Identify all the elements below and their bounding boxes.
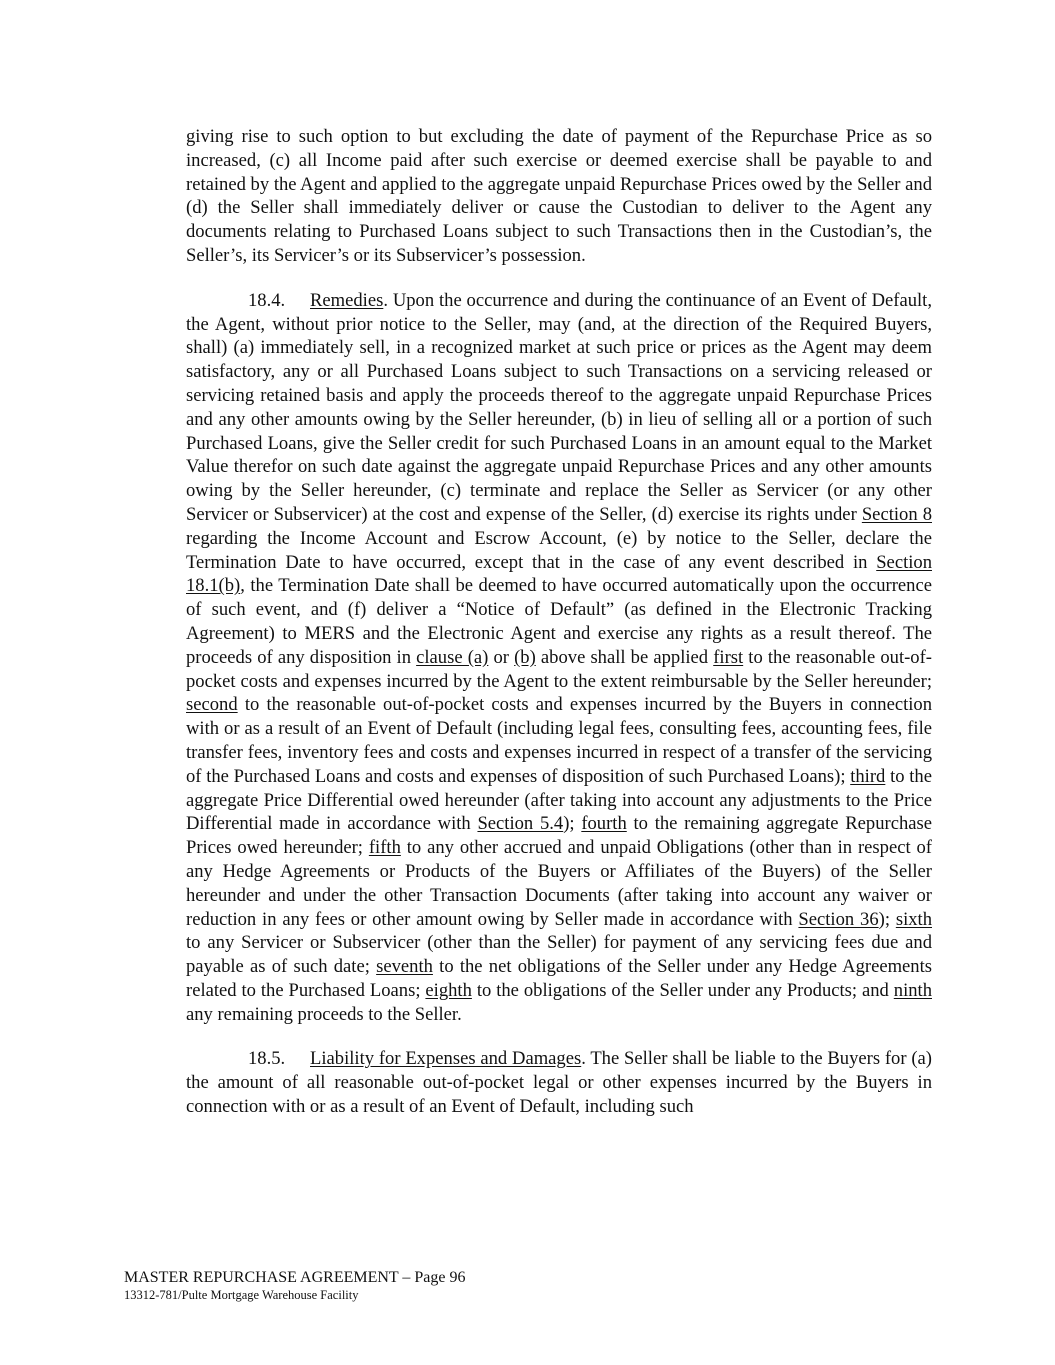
- section-18-5-paragraph: 18.5. Liability for Expenses and Damages. The Seller shall be liable to the Buyers for (a) the amount of all reasonable out-of-pocket legal or other expenses incurred by the Buyers in connection with or as a result of an Event of Default, including such: [186, 1048, 932, 1118]
- section-heading: Remedies: [310, 289, 384, 311]
- footer-title: MASTER REPURCHASE AGREEMENT – Page 96: [124, 1269, 466, 1286]
- ordinal-term: second: [186, 694, 238, 716]
- ordinal-term: ninth: [893, 979, 932, 1001]
- section-number: 18.5.: [248, 1048, 286, 1070]
- section-18-4-paragraph: 18.4. Remedies. Upon the occurrence and during the continuance of an Event of Default, the Agent, without prior notice to the Seller, may (and, at the direction of the Required Buyers, shall) (a) immediately sell, in a recognized market at such price or prices as the Agent may deem satisfactory, any or all Purchased Loans subject to such Transactions on a servicing released or servicing retained basis and apply the proceeds thereof to the aggregate unpaid Repurchase Prices and any other amounts owing by the Seller hereunder, (b) in lieu of selling all or a portion of such Purchased Loans, give the Seller credit for such Purchased Loans in an amount equal to the Market Value therefor on such date against the aggregate unpaid Repurchase Prices and any other amounts owing by the Seller hereunder, (c) terminate and replace the Seller as Servicer (or any other Servicer or Subservicer) at the cost and expense of the Seller, (d) exercise its rights under Section 8 regarding the Income Account and Escrow Account, (e) by notice to the Seller, declare the Termination Date to have occurred, except that in the case of any event described in Section 18.1(b), the Termination Date shall be deemed to have occurred automatically upon the occurrence of such event, and (f) deliver a “Notice of Default” (as defined in the Electronic Tracking Agreement) to MERS and the Electronic Agent and exercise any rights as a result thereof. The proceeds of any disposition in clause (a) or (b) above shall be applied first to the reasonable out-of-pocket costs and expenses incurred by the Agent to the extent reimbursable by the Seller hereunder; second to the reasonable out-of-pocket costs and expenses incurred by the Buyers in connection with or as a result of an Event of Default (including legal fees, consulting fees, accounting fees, file transfer fees, inventory fees and costs and expenses incurred in respect of a transfer of the servicing of the Purchased Loans and costs and expenses of disposition of such Purchased Loans); third to the aggregate Price Differential owed hereunder (after taking into account any adjustments to the Price Differential made in accordance with Section 5.4); fourth to the remaining aggregate Repurchase Prices owed hereunder; fifth to any other accrued and unpaid Obligations (other than in respect of any Hedge Agreements or Products of the Buyers or Affiliates of the Buyers) of the Seller hereunder and under the other Transaction Documents (after taking into account any waiver or reduction in any fees or other amount owing by Seller made in accordance with Section 36); sixth to any Servicer or Subservicer (other than the Seller) for payment of any servicing fees due and payable as of such date; seventh to the net obligations of the Seller under any Hedge Agreements related to the Purchased Loans; eighth to the obligations of the Seller under any Products; and ninth any remaining proceeds to the Seller.: [186, 289, 932, 1025]
- section-reference: Section 5.4: [477, 813, 564, 835]
- section-reference: Section 18.1(b): [186, 551, 932, 597]
- ordinal-term: third: [850, 765, 886, 787]
- clause-reference: clause (a): [416, 646, 489, 668]
- section-heading: Liability for Expenses and Damages: [310, 1048, 582, 1070]
- footer-document-id: 13312-781/Pulte Mortgage Warehouse Facility: [124, 1288, 359, 1302]
- clause-reference: (b): [514, 646, 536, 668]
- ordinal-term: fifth: [368, 837, 401, 859]
- ordinal-term: seventh: [376, 956, 433, 978]
- ordinal-term: eighth: [425, 979, 472, 1001]
- ordinal-term: first: [713, 646, 744, 668]
- section-reference: Section 8: [861, 503, 932, 525]
- paragraph-continuation: giving rise to such option to but excluding the date of payment of the Repurchase Price as so increased, (c) all Income paid after such exercise or deemed exercise shall be payable to and retained by the Agent and applied to the aggregate unpaid Repurchase Prices owed by the Seller and (d) the Seller shall immediately deliver or cause the Custodian to deliver to the Agent any documents relating to Purchased Loans subject to such Transactions then in the Custodian’s, the Seller’s, its Servicer’s or its Subservicer’s possession.: [186, 126, 932, 266]
- ordinal-term: sixth: [895, 908, 932, 930]
- ordinal-term: fourth: [581, 813, 627, 835]
- page-footer: [124, 1268, 466, 1303]
- section-number: 18.4.: [248, 289, 286, 311]
- section-reference: Section 36: [798, 908, 879, 930]
- document-body: [186, 125, 932, 1119]
